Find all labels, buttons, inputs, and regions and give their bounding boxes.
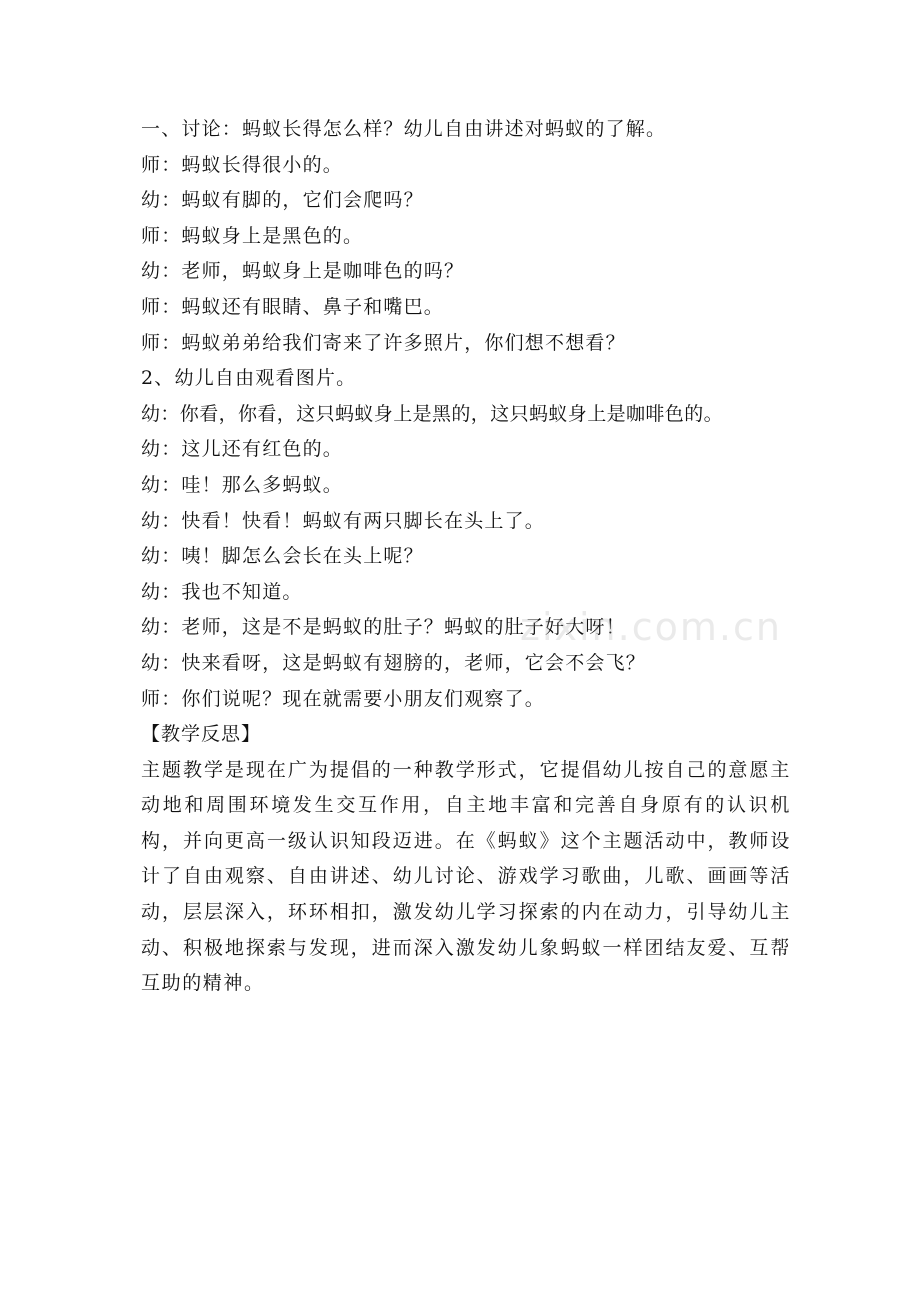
dialogue-line: 师：蚂蚁还有眼睛、鼻子和嘴巴。 [141,295,445,318]
dialogue-line: 幼：这儿还有红色的。 [141,438,344,461]
dialogue-line: 师：你们说呢？现在就需要小朋友们观察了。 [141,687,546,710]
dialogue-line: 一、讨论：蚂蚁长得怎么样？幼儿自由讲述对蚂蚁的了解。 [141,118,667,140]
dialogue-line: 师：蚂蚁身上是黑色的。 [141,224,364,247]
watermark-text: zixin.com.cn [520,605,782,649]
dialogue-line: 幼：老师，这是不是蚂蚁的肚子？蚂蚁的肚子好大呀！ [141,616,626,639]
dialogue-line: 幼：快看！快看！蚂蚁有两只脚长在头上了。 [141,509,546,532]
dialogue-line: 幼：蚂蚁有脚的，它们会爬吗？ [141,189,424,212]
dialogue-line: 幼：咦！脚怎么会长在头上呢？ [141,545,424,568]
dialogue-line: 师：蚂蚁弟弟给我们寄来了许多照片，你们想不想看？ [141,331,626,354]
dialogue-line: 幼：哇！那么多蚂蚁。 [141,473,344,496]
dialogue-line: 幼：快来看呀，这是蚂蚁有翅膀的，老师，它会不会飞？ [141,651,647,674]
dialogue-line: 幼：你看，你看，这只蚂蚁身上是黑的，这只蚂蚁身上是咖啡色的。 [141,402,724,425]
dialogue-line: 幼：我也不知道。 [141,580,303,603]
document-body [141,112,791,1002]
dialogue-line: 2、幼儿自由观看图片。 [141,367,357,390]
dialogue-line: 师：蚂蚁长得很小的。 [141,153,344,176]
reflection-heading: 【教学反思】 [141,723,262,746]
reflection-paragraph: 主题教学是现在广为提倡的一种教学形式，它提倡幼儿按自己的意愿主动地和周围环境发生交互作用，自主地丰富和完善自身原有的认识机构，并向更高一级认识知段迈进。在《蚂蚁》这个主题活动中，教师设计了自由观察、自由讲述、幼儿讨论、游戏学习歌曲，儿歌、画画等活动，层层深入，环环相扣，激发幼儿学习探索的内在动力，引导幼儿主动、积极地探索与发现，进而深入激发幼儿象蚂蚁一样团结友爱、互帮互助的精神。 [141,758,791,995]
dialogue-line: 幼：老师，蚂蚁身上是咖啡色的吗？ [141,260,465,283]
